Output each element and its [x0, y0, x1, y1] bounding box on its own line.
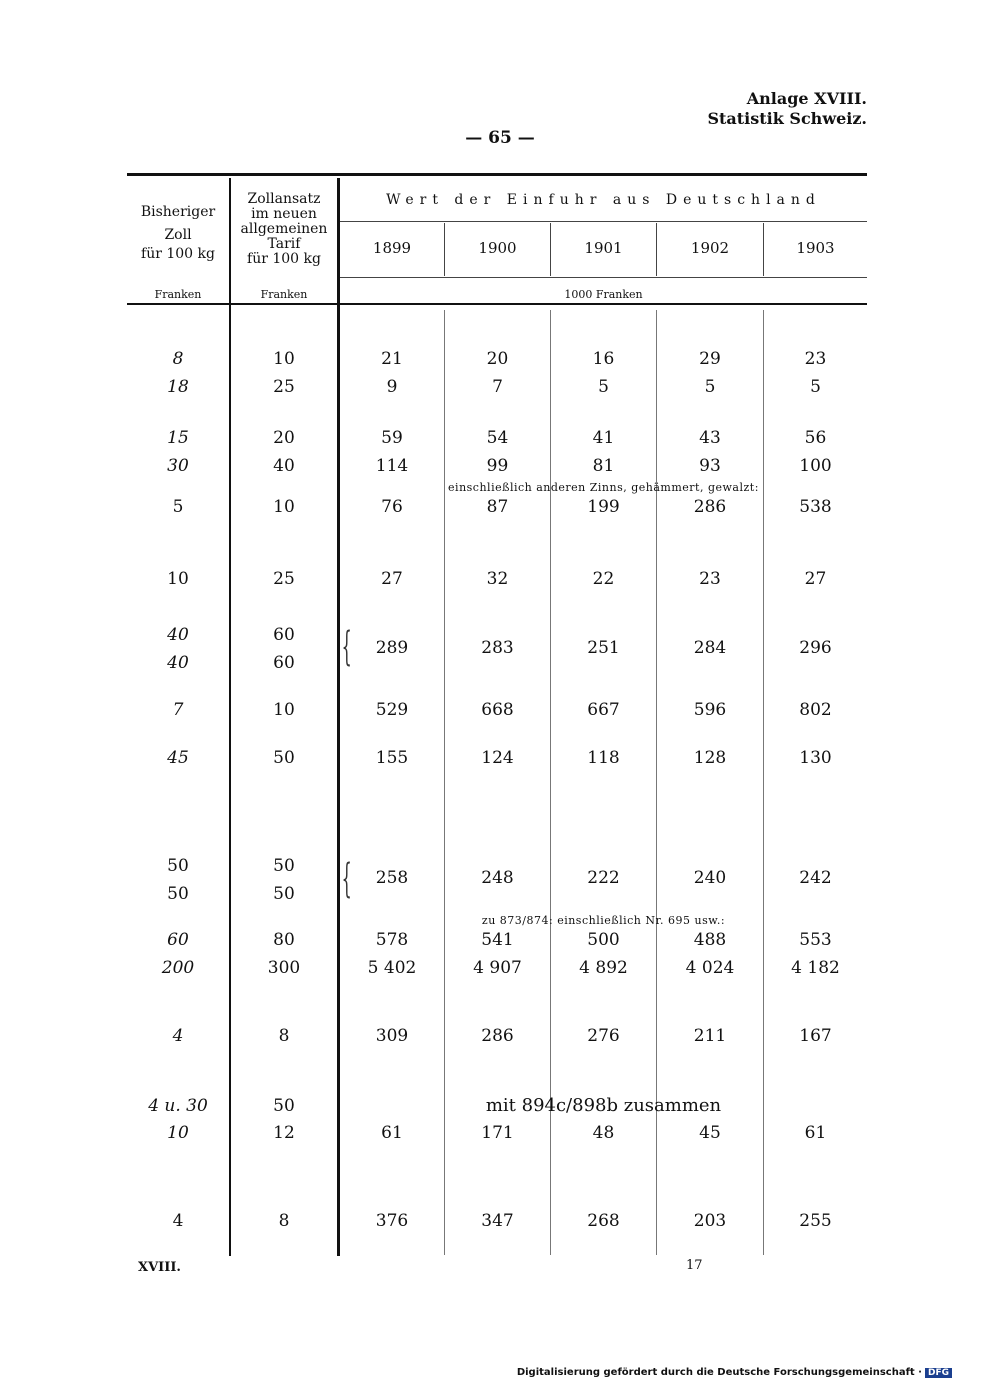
- dfg-credit: [517, 1367, 952, 1378]
- value-cell-1899: 289: [375, 638, 409, 658]
- value-cell-1903: 167: [799, 1026, 832, 1046]
- old-rate-cell: 4: [172, 1211, 184, 1231]
- new-rate-cell: 12: [273, 1123, 295, 1143]
- new-rate-cell: 25: [273, 377, 295, 397]
- new-rate-cell: 50: [273, 1096, 295, 1116]
- table-top-rule: [127, 173, 867, 176]
- old-rate-cell: 15: [167, 428, 189, 448]
- value-cell-1903: 61: [804, 1123, 827, 1143]
- value-cell-1899: 9: [386, 377, 398, 397]
- value-cell-1903: 130: [799, 748, 832, 768]
- new-rate-cell: 60: [273, 625, 295, 645]
- value-cell-1901: 276: [587, 1026, 620, 1046]
- value-cell-1899: 61: [381, 1123, 403, 1143]
- unit-thousand-franken: 1000 Franken: [564, 288, 643, 301]
- old-rate-cell: 4 u. 30: [148, 1096, 208, 1116]
- value-cell-1901: 22: [592, 569, 615, 589]
- year-1903: 1903: [796, 239, 835, 257]
- value-cell-1900: 541: [481, 930, 514, 950]
- old-rate-cell: 50: [167, 856, 189, 876]
- value-cell-1900: 171: [481, 1123, 514, 1143]
- year-1902: 1902: [690, 239, 730, 257]
- value-cell-1901: 118: [587, 748, 620, 768]
- value-cell-1901: 667: [587, 700, 620, 720]
- value-cell-1899: 578: [375, 930, 409, 950]
- value-cell-1901: 4 892: [579, 958, 628, 978]
- value-cell-1900: 7: [492, 377, 503, 397]
- value-cell-1901: 199: [587, 497, 620, 517]
- value-cell-1900: 248: [481, 868, 514, 888]
- value-cell-1901: 48: [592, 1123, 615, 1143]
- unit-franken-new: Franken: [260, 288, 308, 301]
- note-zinn: einschließlich anderen Zinns, gehämmert, gewalzt:: [448, 481, 759, 494]
- value-cell-1903: 255: [799, 1211, 832, 1231]
- old-rate-cell: 8: [172, 349, 184, 369]
- value-cell-1902: 286: [693, 497, 727, 517]
- value-cell-1900: 347: [481, 1211, 514, 1231]
- value-cell-1900: 99: [486, 456, 509, 476]
- new-rate-cell: 50: [273, 856, 295, 876]
- value-cell-1901: 222: [587, 868, 620, 888]
- old-rate-cell: 30: [167, 456, 189, 476]
- value-cell-1903: 23: [804, 349, 827, 369]
- value-cell-1899: 59: [381, 428, 403, 448]
- old-rate-cell: 5: [172, 497, 184, 517]
- value-cell-1902: 4 024: [685, 958, 735, 978]
- value-cell-1902: 203: [693, 1211, 727, 1231]
- value-cell-1899: 258: [375, 868, 409, 888]
- header-bottom-rule: [127, 303, 867, 305]
- dfg-logo-icon: DFG: [925, 1368, 952, 1378]
- new-rate-cell: 10: [273, 349, 295, 369]
- value-cell-1899: 114: [375, 456, 409, 476]
- year-1900: 1900: [478, 239, 517, 257]
- old-rate-cell: 10: [167, 1123, 189, 1143]
- value-cell-1903: 56: [804, 428, 827, 448]
- value-cell-1901: 500: [587, 930, 620, 950]
- anlage-label: Anlage XVIII.: [746, 89, 867, 108]
- value-cell-1901: 5: [598, 377, 609, 397]
- old-rate-cell: 18: [167, 377, 189, 397]
- value-cell-1903: 5: [810, 377, 821, 397]
- value-cell-1903: 553: [799, 930, 832, 950]
- new-rate-cell: 40: [273, 456, 295, 476]
- unit-franken-old: Franken: [154, 288, 202, 301]
- value-cell-1903: 538: [799, 497, 832, 517]
- value-cell-1901: 81: [592, 456, 615, 476]
- value-cell-1900: 124: [481, 748, 514, 768]
- value-cell-1902: 29: [699, 349, 721, 369]
- value-cell-1902: 284: [693, 638, 727, 658]
- old-rate-cell: 60: [167, 930, 189, 950]
- value-cell-1899: 529: [375, 700, 409, 720]
- value-cell-1899: 27: [381, 569, 403, 589]
- page-number: — 65 —: [465, 128, 535, 148]
- value-cell-1902: 211: [693, 1026, 727, 1046]
- new-rate-cell: 50: [273, 884, 295, 904]
- value-cell-1901: 41: [592, 428, 615, 448]
- new-rate-cell: 8: [278, 1211, 290, 1231]
- value-cell-1902: 45: [699, 1123, 721, 1143]
- old-rate-cell: 4: [172, 1026, 184, 1046]
- old-rate-cell: 40: [167, 653, 189, 673]
- value-cell-1903: 802: [799, 700, 832, 720]
- value-cell-1902: 43: [699, 428, 721, 448]
- header-new-rate: Zollansatz im neuen allgemeinen Tarif für 100 kg: [240, 191, 328, 267]
- value-cell-1902: 240: [693, 868, 727, 888]
- brace-icon: {: [341, 856, 352, 902]
- value-cell-1899: 21: [381, 349, 403, 369]
- value-cell-1903: 296: [799, 638, 832, 658]
- value-cell-1902: 596: [693, 700, 727, 720]
- value-cell-1900: 283: [481, 638, 514, 658]
- old-rate-cell: 50: [167, 884, 189, 904]
- value-cell-1902: 5: [704, 377, 716, 397]
- value-cell-1903: 242: [799, 868, 832, 888]
- value-cell-1900: 20: [486, 349, 509, 369]
- value-cell-1900: 87: [486, 497, 509, 517]
- value-cell-1899: 76: [381, 497, 403, 517]
- footer-sheet-number: XVIII.: [138, 1260, 181, 1275]
- value-cell-1899: 5 402: [367, 958, 417, 978]
- value-cell-1900: 54: [486, 428, 509, 448]
- value-cell-1900: 32: [486, 569, 509, 589]
- old-rate-cell: 200: [161, 958, 195, 978]
- value-cell-1903: 100: [799, 456, 832, 476]
- note-894c: mit 894c/898b zusammen: [485, 1095, 722, 1116]
- old-rate-cell: 10: [167, 569, 189, 589]
- new-rate-cell: 60: [273, 653, 295, 673]
- value-cell-1903: 27: [804, 569, 827, 589]
- value-cell-1903: 4 182: [791, 958, 840, 978]
- value-cell-1899: 376: [375, 1211, 409, 1231]
- value-cell-1900: 668: [481, 700, 514, 720]
- new-rate-cell: 25: [273, 569, 295, 589]
- group-header: Wert der Einfuhr aus Deutschland: [386, 192, 821, 208]
- value-cell-1900: 286: [481, 1026, 514, 1046]
- statistik-label: Statistik Schweiz.: [707, 109, 867, 128]
- new-rate-cell: 20: [273, 428, 295, 448]
- header-old-rate: Bisheriger Zoll für 100 kg: [140, 204, 216, 262]
- brace-icon: {: [341, 624, 352, 670]
- years-rule: [340, 277, 867, 278]
- new-rate-cell: 80: [273, 930, 295, 950]
- year-1899: 1899: [372, 239, 412, 257]
- year-1901: 1901: [584, 239, 623, 257]
- value-cell-1899: 309: [375, 1026, 409, 1046]
- old-rate-cell: 45: [167, 748, 189, 768]
- value-cell-1902: 23: [699, 569, 721, 589]
- note-873: zu 873/874: einschließlich Nr. 695 usw.:: [481, 914, 726, 927]
- new-rate-cell: 10: [273, 497, 295, 517]
- new-rate-cell: 50: [273, 748, 295, 768]
- old-rate-cell: 40: [167, 625, 189, 645]
- new-rate-cell: 10: [273, 700, 295, 720]
- value-cell-1902: 128: [693, 748, 727, 768]
- value-cell-1901: 251: [587, 638, 620, 658]
- value-cell-1902: 93: [699, 456, 721, 476]
- value-cell-1901: 16: [592, 349, 615, 369]
- value-cell-1899: 155: [375, 748, 409, 768]
- old-rate-cell: 7: [172, 700, 184, 720]
- value-cell-1902: 488: [693, 930, 727, 950]
- new-rate-cell: 300: [267, 958, 301, 978]
- dfg-credit-text: Digitalisierung gefördert durch die Deutsche Forschungsgemeinschaft ·: [516, 1367, 922, 1378]
- footer-signature: 17: [686, 1258, 703, 1273]
- value-cell-1901: 268: [587, 1211, 620, 1231]
- group-header-rule: [340, 221, 867, 222]
- value-cell-1900: 4 907: [473, 958, 522, 978]
- new-rate-cell: 8: [278, 1026, 290, 1046]
